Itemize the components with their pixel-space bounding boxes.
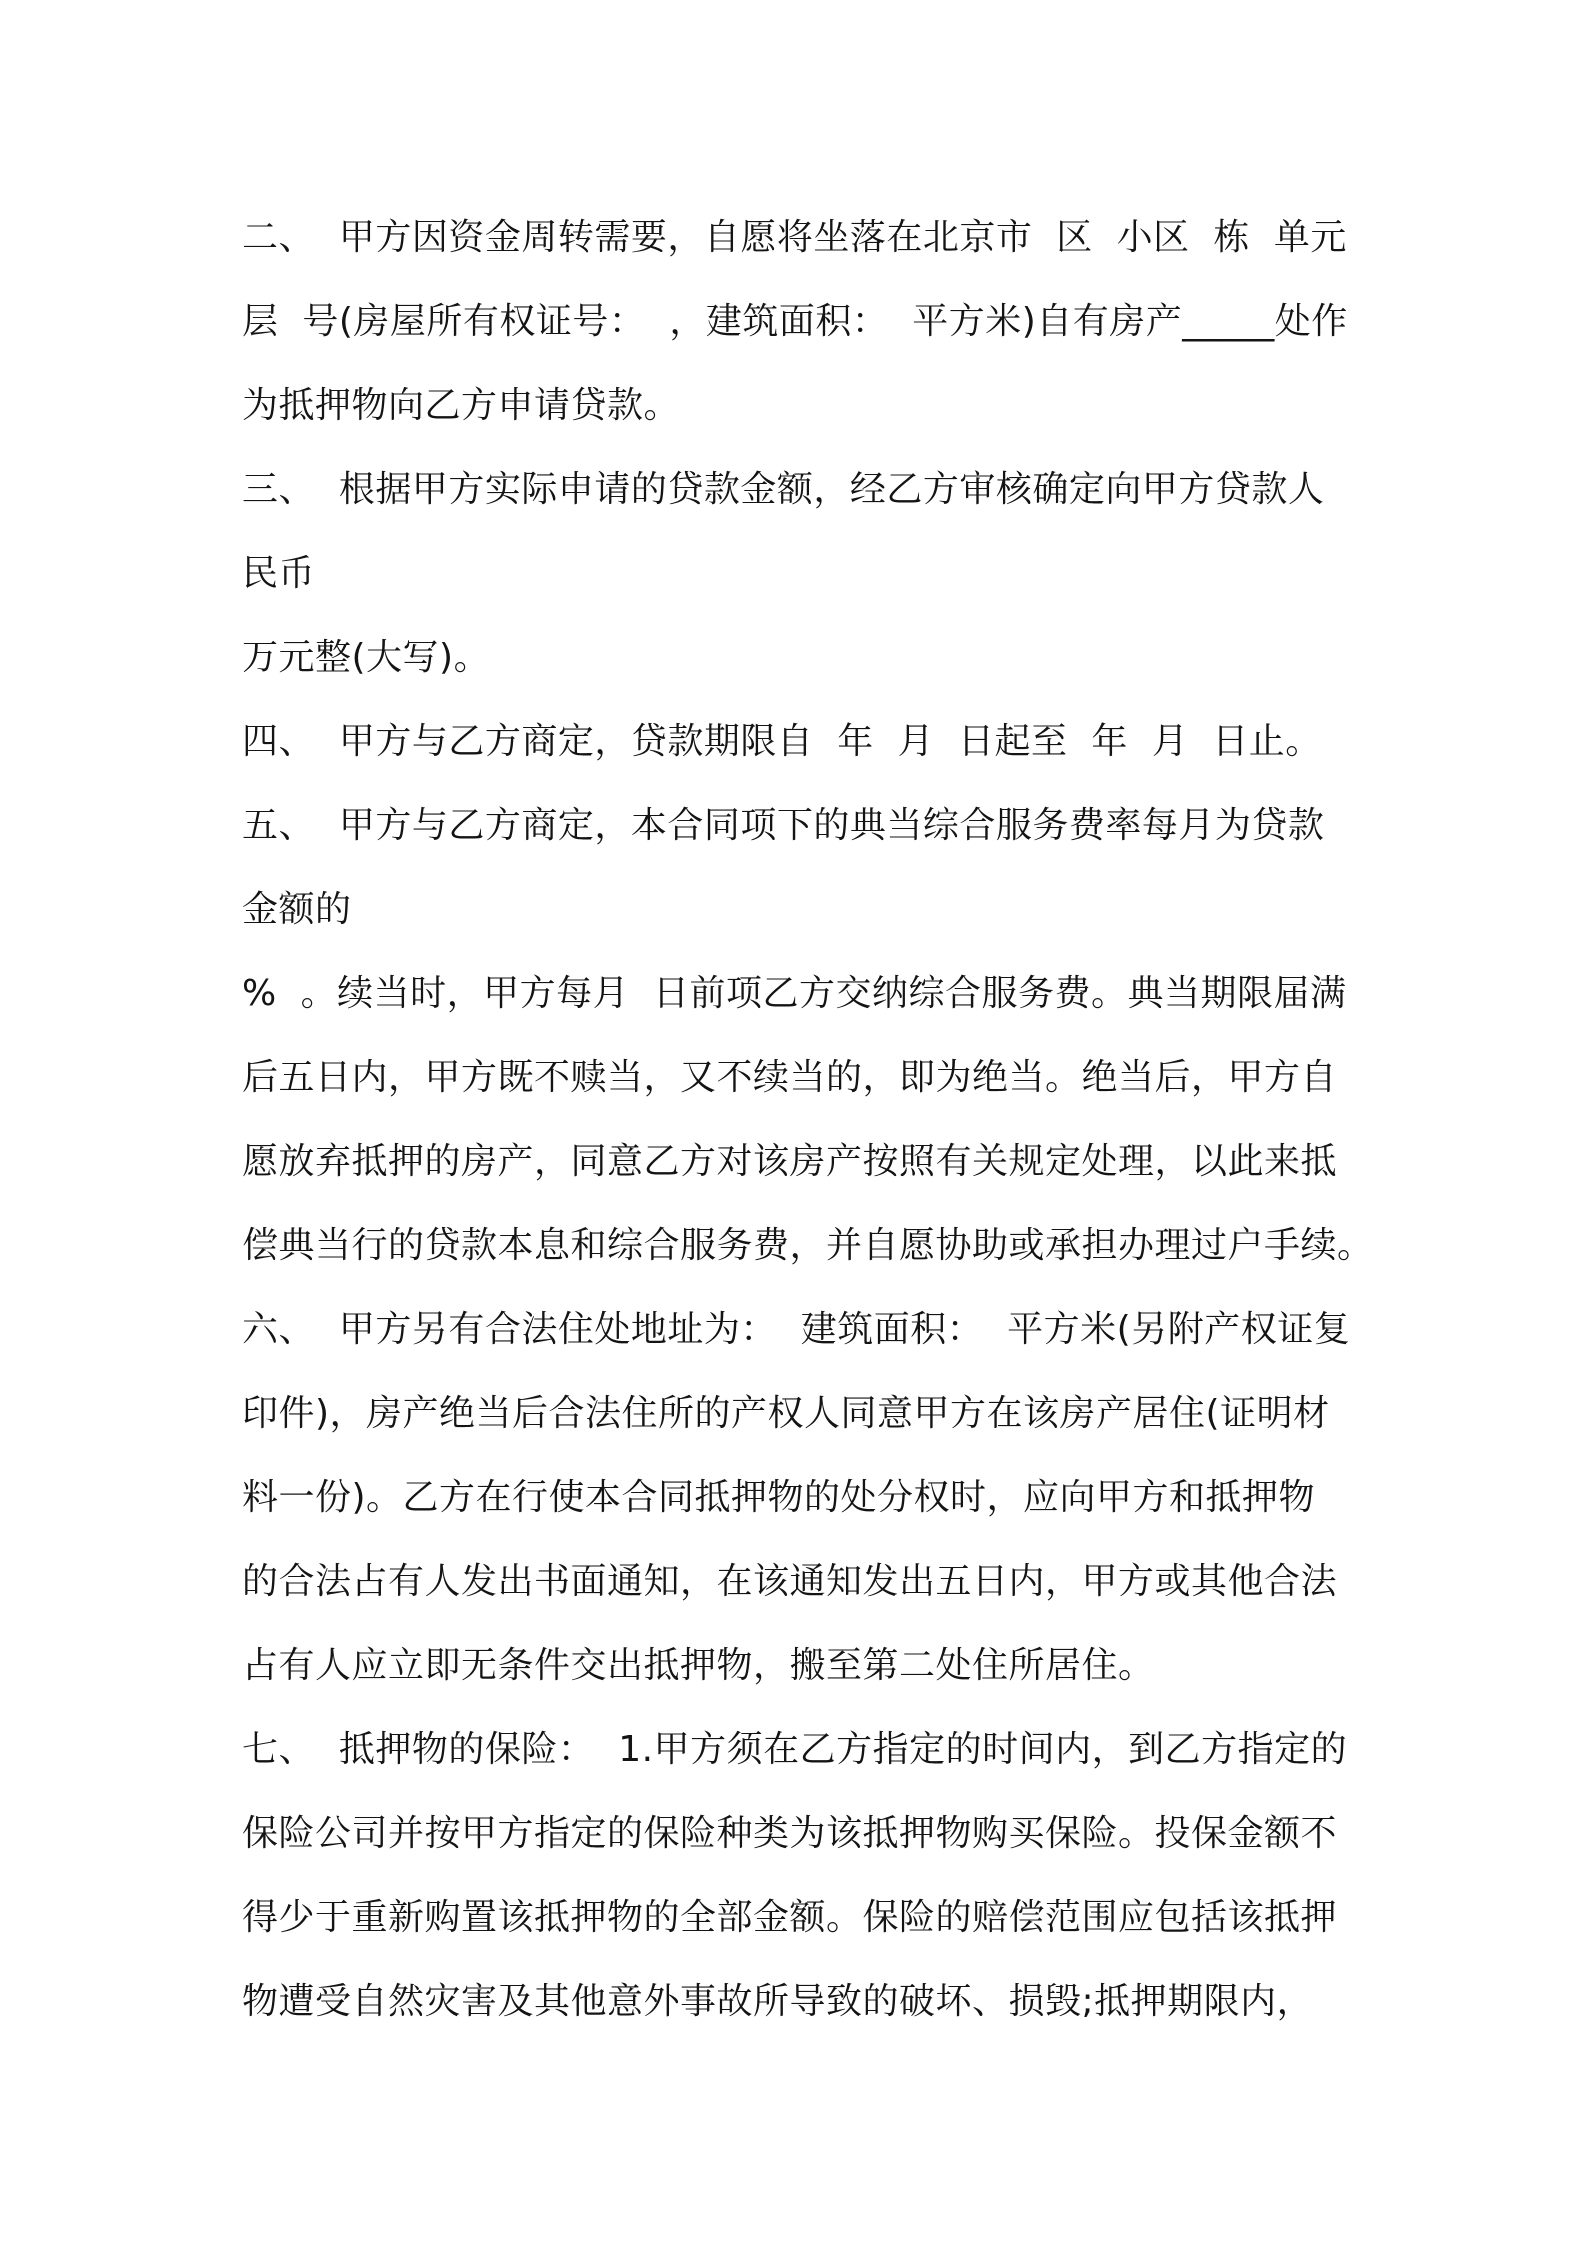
text-line: 三、 根据甲方实际申请的贷款金额，经乙方审核确定向甲方贷款人 xyxy=(242,469,1325,510)
text-line: 后五日内，甲方既不赎当，又不续当的，即为绝当。绝当后，甲方自 xyxy=(242,1057,1338,1098)
text-line: 为抵押物向乙方申请贷款。 xyxy=(242,385,681,426)
text-line: 层 号(房屋所有权证号： ，建筑面积： 平方米)自有房产_____处作 xyxy=(242,301,1348,342)
contract-text xyxy=(242,196,1372,2044)
text-line: 得少于重新购置该抵押物的全部金额。保险的赔偿范围应包括该抵押 xyxy=(242,1897,1338,1938)
text-line: 物遭受自然灾害及其他意外事故所导致的破坏、损毁;抵押期限内， xyxy=(242,1981,1314,2022)
text-line: 七、 抵押物的保险： 1.甲方须在乙方指定的时间内，到乙方指定的 xyxy=(242,1729,1348,1770)
text-line: 的合法占有人发出书面通知，在该通知发出五日内，甲方或其他合法 xyxy=(242,1561,1338,1602)
text-line: 万元整(大写)。 xyxy=(242,637,491,678)
text-line: 保险公司并按甲方指定的保险种类为该抵押物购买保险。投保金额不 xyxy=(242,1813,1338,1854)
text-line: 料一份)。乙方在行使本合同抵押物的处分权时，应向甲方和抵押物 xyxy=(242,1477,1316,1518)
text-line: 金额的 xyxy=(242,889,352,930)
text-line: % 。续当时，甲方每月 日前项乙方交纳综合服务费。典当期限届满 xyxy=(242,973,1347,1014)
text-line: 印件)，房产绝当后合法住所的产权人同意甲方在该房产居住(证明材 xyxy=(242,1393,1330,1434)
text-line: 愿放弃抵押的房产，同意乙方对该房产按照有关规定处理，以此来抵 xyxy=(242,1141,1338,1182)
text-line: 占有人应立即无条件交出抵押物，搬至第二处住所居住。 xyxy=(242,1645,1155,1686)
text-line: 偿典当行的贷款本息和综合服务费，并自愿协助或承担办理过户手续。 xyxy=(242,1225,1374,1266)
text-line: 六、 甲方另有合法住处地址为： 建筑面积： 平方米(另附产权证复 xyxy=(242,1309,1351,1350)
text-line: 民币 xyxy=(242,553,316,594)
text-line: 五、 甲方与乙方商定，本合同项下的典当综合服务费率每月为贷款 xyxy=(242,805,1325,846)
text-line: 二、 甲方因资金周转需要，自愿将坐落在北京市 区 小区 栋 单元 xyxy=(242,217,1347,258)
text-line: 四、 甲方与乙方商定，贷款期限自 年 月 日起至 年 月 日止。 xyxy=(242,721,1322,762)
